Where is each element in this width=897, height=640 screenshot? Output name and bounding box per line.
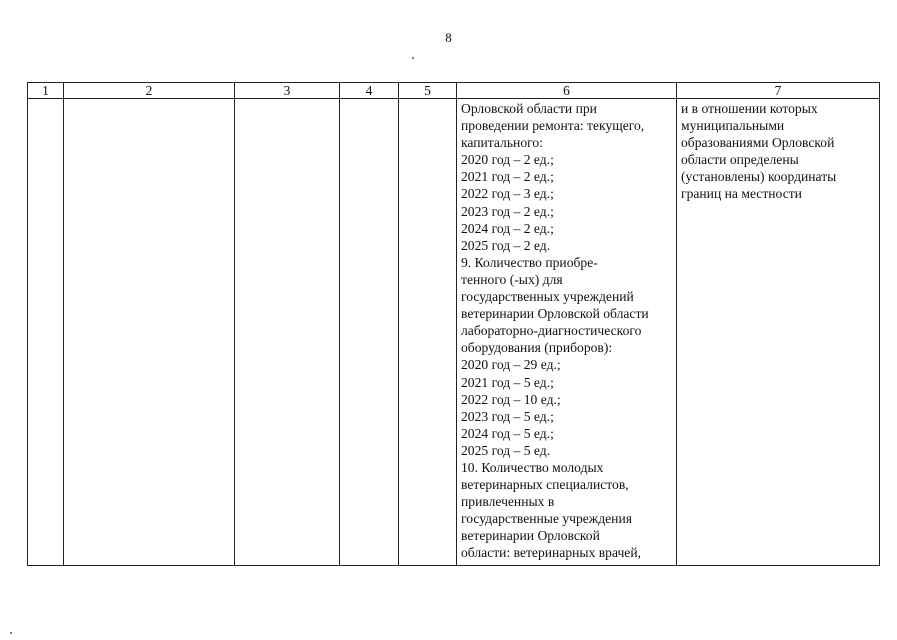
text-line: лабораторно-диагностического [461, 323, 642, 339]
scan-speck [10, 632, 12, 634]
text-line: границ на местности [681, 186, 802, 202]
text-line: 2024 год – 5 ед.; [461, 425, 554, 441]
text-line: образованиями Орловской [681, 135, 835, 151]
text-line: тенного (-ых) для [461, 271, 563, 287]
text-line: 2020 год – 29 ед.; [461, 357, 561, 373]
text-line: (установлены) координаты [681, 169, 837, 185]
column-header-4: 4 [340, 83, 399, 99]
text-line: 2023 год – 5 ед.; [461, 408, 554, 424]
text-line: Орловской области при [461, 101, 597, 116]
text-line: 2020 год – 2 ед.; [461, 152, 554, 168]
text-line: 2021 год – 5 ед.; [461, 374, 554, 390]
text-line: 2022 год – 10 ед.; [461, 391, 561, 407]
column-header-5: 5 [399, 83, 457, 99]
cell-col-5 [399, 99, 457, 566]
text-line: и в отношении которых [681, 101, 818, 116]
text-line: проведении ремонта: текущего, [461, 118, 645, 134]
text-line: муниципальными [681, 118, 785, 134]
page-number: 8 [445, 30, 452, 45]
note-text [677, 99, 879, 203]
text-line: области: ветеринарных врачей, [461, 545, 641, 561]
text-line: 10. Количество молодых [461, 459, 604, 475]
column-header-1: 1 [28, 83, 64, 99]
text-line: 2025 год – 5 ед. [461, 442, 551, 458]
column-header-3: 3 [235, 83, 340, 99]
text-line: ветеринарии Орловской области [461, 306, 649, 322]
text-line: капитального: [461, 135, 543, 151]
scan-speck [412, 57, 414, 59]
table-row [28, 99, 880, 566]
text-line: государственных учреждений [461, 289, 634, 305]
text-line: государственные учреждения [461, 511, 632, 527]
column-header-2: 2 [64, 83, 235, 99]
cell-col-3 [235, 99, 340, 566]
column-header-7: 7 [677, 83, 880, 99]
text-line: 2024 год – 2 ед.; [461, 220, 554, 236]
text-line: ветеринарии Орловской [461, 528, 600, 544]
text-line: оборудования (приборов): [461, 340, 613, 356]
cell-col-4 [340, 99, 399, 566]
text-line: 2021 год – 2 ед.; [461, 169, 554, 185]
cell-col-2 [64, 99, 235, 566]
text-line: ветеринарных специалистов, [461, 477, 629, 493]
table-header-row [28, 83, 880, 99]
cell-col-6 [457, 99, 677, 566]
column-header-6: 6 [457, 83, 677, 99]
program-table [27, 82, 880, 566]
cell-col-7 [677, 99, 880, 566]
text-line: 2022 год – 3 ед.; [461, 186, 554, 202]
text-line: 2023 год – 2 ед.; [461, 203, 554, 219]
indicator-text [457, 99, 676, 562]
text-line: 9. Количество приобре- [461, 254, 598, 270]
text-line: 2025 год – 2 ед. [461, 237, 551, 253]
text-line: области определены [681, 152, 799, 168]
text-line: привлеченных в [461, 494, 555, 510]
cell-col-1 [28, 99, 64, 566]
